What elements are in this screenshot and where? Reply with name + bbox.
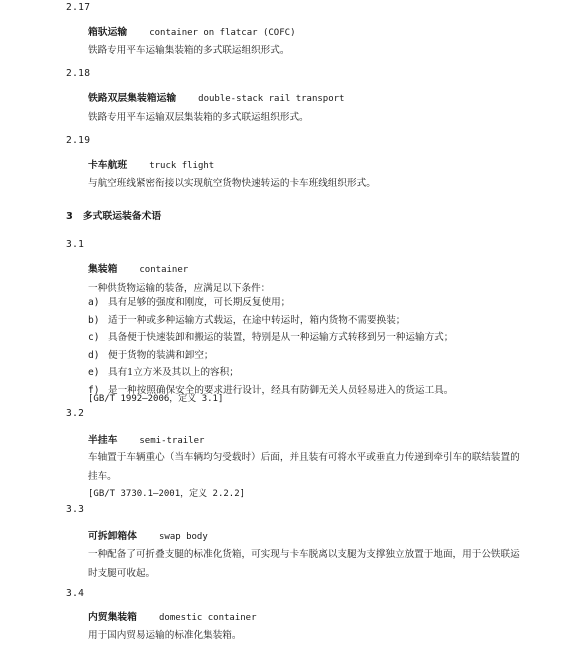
clause-number: 2.19 — [66, 135, 91, 146]
clause-number: 3.3 — [66, 504, 85, 515]
term-heading — [88, 528, 208, 542]
source-reference: [GB/T 1992—2006，定义 3.1] — [88, 394, 224, 404]
term-chinese: 箱驮运输 — [88, 27, 128, 38]
term-english: domestic container — [158, 613, 257, 623]
term-definition: 一种供货物运输的装备，应满足以下条件： — [88, 283, 271, 294]
term-english: double-stack rail transport — [198, 94, 345, 104]
section-number: 3 — [66, 211, 73, 222]
term-chinese: 半挂车 — [88, 435, 118, 446]
term-english: container — [139, 265, 189, 275]
source-reference: [GB/T 3730.1—2001，定义 2.2.2] — [88, 489, 246, 499]
clause-number: 2.17 — [66, 2, 91, 13]
term-definition: 车轴置于车辆重心（当车辆均匀受载时）后面，并且装有可将水平或垂直力传递到牵引车的联结装置的挂车。 — [88, 452, 520, 482]
term-chinese: 可拆卸箱体 — [88, 531, 137, 542]
term-heading — [88, 24, 296, 38]
clause-number: 3.4 — [66, 588, 85, 599]
condition-list — [88, 294, 453, 399]
list-item — [88, 294, 453, 312]
list-item-text: 便于货物的装满和卸空； — [108, 349, 214, 361]
list-marker: d) — [88, 349, 100, 361]
clause-number: 2.18 — [66, 68, 91, 79]
term-chinese: 集装箱 — [88, 264, 118, 275]
term-heading — [88, 432, 204, 446]
list-item-text: 具有1立方米及其以上的容积； — [108, 367, 239, 378]
clause-number: 3.2 — [66, 408, 85, 419]
term-english: semi-trailer — [139, 436, 205, 446]
term-chinese: 内贸集装箱 — [88, 612, 137, 623]
term-heading — [88, 90, 344, 104]
list-item — [88, 364, 453, 382]
section-title: 多式联运装备术语 — [82, 211, 162, 222]
list-item-text: 具备便于快速装卸和搬运的装置，特别是从一种运输方式转移到另一种运输方式； — [108, 332, 454, 343]
list-marker: f) — [88, 384, 100, 396]
clause-number: 3.1 — [66, 239, 85, 250]
term-english: container on flatcar (COFC) — [149, 28, 296, 38]
list-marker: a) — [88, 297, 100, 308]
list-item — [88, 312, 453, 330]
term-english: swap body — [158, 532, 208, 542]
term-chinese: 卡车航班 — [88, 160, 128, 171]
term-definition: 一种配备了可折叠支腿的标准化货箱，可实现与卡车脱离以支腿为支撑独立放置于地面，用于公铁联运时支腿可收起。 — [88, 549, 520, 579]
list-item-text: 具有足够的强度和刚度，可长期反复使用； — [108, 297, 291, 308]
section-heading — [66, 208, 161, 222]
list-marker: b) — [88, 314, 100, 326]
term-english: truck flight — [149, 161, 215, 171]
term-definition: 用于国内贸易运输的标准化集装箱。 — [88, 630, 242, 641]
term-chinese: 铁路双层集装箱运输 — [88, 93, 177, 104]
list-item — [88, 329, 453, 347]
list-item-text: 适于一种或多种运输方式载运，在途中转运时，箱内货物不需要换装； — [108, 314, 406, 326]
list-item-text: 是一种按照确保安全的要求进行设计，经具有防御无关人员轻易进入的货运工具。 — [108, 384, 454, 396]
list-item — [88, 347, 453, 365]
term-heading — [88, 157, 214, 171]
term-definition: 铁路专用平车运输集装箱的多式联运组织形式。 — [88, 45, 290, 56]
term-heading — [88, 261, 188, 275]
term-definition: 铁路专用平车运输双层集装箱的多式联运组织形式。 — [88, 112, 309, 123]
term-heading — [88, 609, 257, 623]
list-marker: c) — [88, 332, 100, 343]
list-marker: e) — [88, 367, 100, 378]
term-definition: 与航空班线紧密衔接以实现航空货物快速转运的卡车班线组织形式。 — [88, 178, 376, 189]
